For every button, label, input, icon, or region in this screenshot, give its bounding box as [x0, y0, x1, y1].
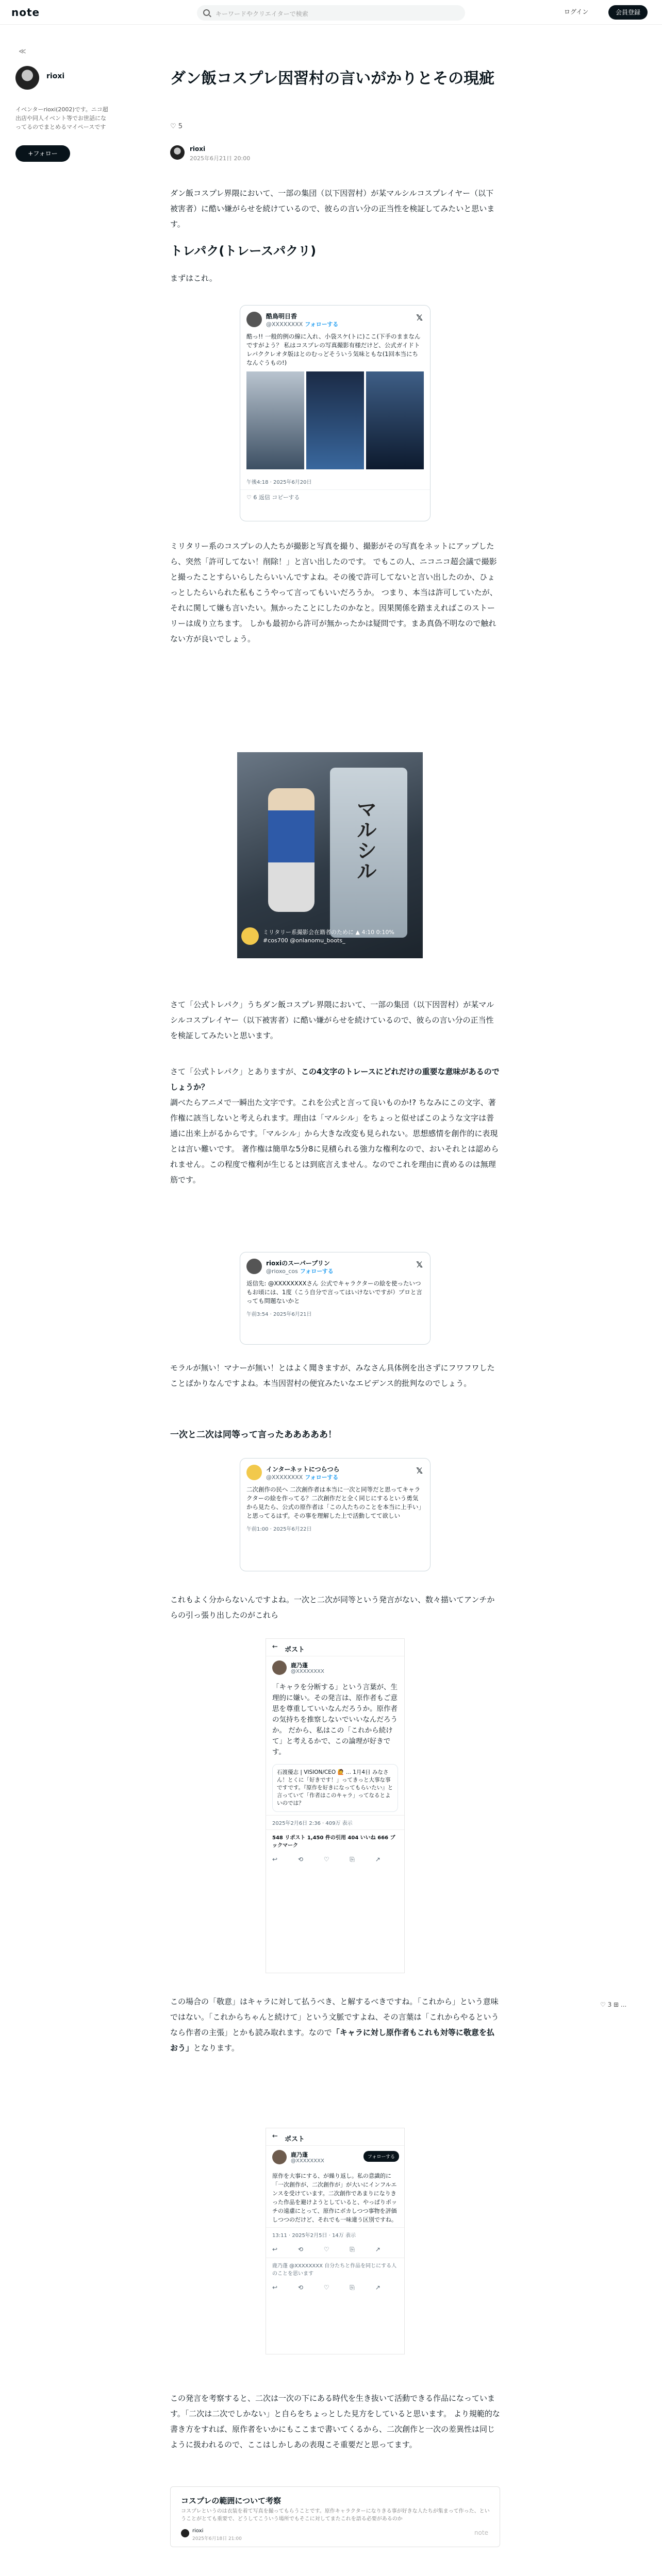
tweet-follow-link[interactable]: フォローする	[305, 321, 339, 328]
paragraph-4: モラルが無い！マナーが無い！とはよく聞きますが、みなさん具体例を出さずにフワフワしたことばかりなんですよね。本当因習村の便宜みたいなエビデンス的批判なのでしょう。	[170, 1363, 495, 1388]
search-box[interactable]	[197, 5, 465, 21]
post-action-icons[interactable]: ↩ ⟲ ♡ ⎘ ↗	[272, 2246, 390, 2253]
like-count[interactable]: ♡ 5	[170, 123, 183, 130]
tweet-date: 午後4:18 · 2025年6月20日	[246, 480, 312, 485]
cosplay-photo[interactable]	[237, 752, 423, 958]
note-logo[interactable]: note	[11, 6, 40, 19]
follow-label: フォロー	[33, 150, 58, 157]
photo-caption: ミリタリー系撮影会在籍者のために ▲ 4:10 0:10% #cos700 @onlanomu_boots_	[263, 929, 394, 944]
post-quote: 石渡優志 | VISION/CEO 🙋 ... 1月4日 みなさん！とくに「好きです！」ってきっと大事な事ですです。『原作を好きになってもらいたい』と言っていて「作者はこのキャラ」ってなるとよいのでは？	[272, 1764, 398, 1812]
meta-date: 2025年6月21日 20:00	[190, 155, 251, 162]
tweet-avatar	[246, 1465, 262, 1480]
tweet-text: 二次創作の民へ 二次創作者は本当に一次と同等だと思ってキャラクターの絵を作ってる？二次創作だと全く同じにするという勇気から見たら、公式の原作者は「この人たちのことを本当に上手い」と思ってるはず。その事を理解した上で活動してて欲しい	[246, 1486, 422, 1519]
photo-figure	[268, 788, 315, 912]
tweet-image-2	[306, 371, 364, 469]
link-card-avatar	[181, 2529, 189, 2537]
photo-bag-text: マルシル	[353, 799, 377, 881]
post-header: ← ポスト	[266, 2128, 404, 2146]
signup-button[interactable]: 会員登録	[608, 5, 648, 20]
post-avatar	[272, 1660, 287, 1675]
post-text: 「キャラを分断する」という言葉が、生理的に嫌い。その発言は、原作者もご意思を尊重していいなんだろうか。原作者の気持ちを推察しないでいいなんだろうか。 だから、私はこの「これから続けて」と考えるかで、この論理が好きです。	[272, 1683, 398, 1756]
tweet-text: 返信先: @XXXXXXXXさん 公式でキャラクターの絵を使ったいつもお頃には、1度（こう自分で言ってはいけないですが）プロと言っても問題ないかと	[246, 1280, 422, 1304]
post-text: 原作を大事にする、が繰り返し。私の意識的に「一次創作が、二次創作が」が大いにインフルエンスを受けています。二次創作であまりになりきった作品を避けようとしていると、やっぱりポッチの遠慮にとって、原作にボカしつつ事物を評価しつつのだけど、それでも一味違う区別ですね。	[272, 2173, 397, 2223]
note-link-card[interactable]	[170, 2486, 500, 2547]
link-card-date: 2025年6月18日 21:00	[192, 2536, 242, 2541]
like-number: 5	[178, 123, 183, 130]
tweet-date: 午前1:00 · 2025年6月22日	[246, 1527, 312, 1532]
tweet-image-3	[366, 371, 424, 469]
x-logo-icon: 𝕏	[416, 313, 423, 323]
meta-avatar[interactable]	[170, 145, 185, 160]
follow-button[interactable]: +フォロー	[15, 145, 70, 162]
tweet-follow-link[interactable]: フォローする	[300, 1268, 334, 1275]
login-link[interactable]: ログイン	[564, 8, 589, 15]
tweet-date: 午前3:54 · 2025年6月21日	[246, 1312, 312, 1317]
paragraph-5: これもよく分からないんですよね。一次と二次が同等という発言がない、数々描いてアンチからの引っ張り出したのがこれら	[170, 1595, 495, 1620]
paragraph-1: ミリタリー系のコスプレの人たちが撮影と写真を撮り、撮影がその写真をネットにアップしたら、突然「許可してない！削除！」と言い出したのです。 でもこの人、ニコニコ超会議で撮影と撮ったことすらいらしたらいいんですよね。その後で許可してないと言い出したのか、ひょっとしたらいられた私もこうやって言ってもいいだろうか。 つまり、本当は許可していたが、それに関して嫌も言いたい。無かったことにしたのかなと。因果関係を踏まえればこのストーリーは成り立ちます。 しかも最初から許可が無かったかは疑問です。まあ真偽不明なので触れない方が良いでしょう。	[170, 541, 498, 643]
tweet-avatar	[246, 1259, 262, 1274]
trace-intro: まずはこれ。	[170, 274, 217, 283]
post-screenshot-1[interactable]	[266, 1638, 405, 1973]
emoji-face-icon	[241, 927, 259, 945]
tweet-avatar	[246, 312, 262, 327]
tweet-actions[interactable]: ♡ 6 返信 コピーする	[240, 489, 430, 506]
post-stats: 2025年2月6日 2:36 · 409万 表示	[266, 1815, 404, 1829]
post-counts: 548 リポスト 1,450 件の引用 404 いいね 666 ブックマーク	[266, 1829, 404, 1852]
post-follow-button[interactable]: フォローする	[363, 2151, 399, 2162]
author-bio: イベンターrioxi(2002)です。ニコ超出店や同人イベント等でお世話になってるのでまとめるマイペースです	[15, 106, 108, 130]
link-card-desc: コスプレというのは衣装を着て写真を撮ってもらうことです。原作キャラクターになりきる事が好きな人たちが集まって作った、ということがとても重要で、どうしてこういう場所でもそこに対してまたこれを語る必要があるのか	[181, 2509, 490, 2522]
search-placeholder: キーワードやクリエイターで検索	[216, 10, 308, 18]
tweet-images[interactable]	[246, 371, 424, 469]
tweet-name: 酷鳥明日香	[266, 313, 297, 320]
post-screenshot-2[interactable]	[266, 2128, 405, 2354]
post-avatar	[272, 2150, 287, 2164]
post-header: ← ポスト	[266, 1639, 404, 1656]
intro-paragraph: ダン飯コスプレ界隈において、一部の集団（以下因習村）が某マルシルコスプレイヤー（以下被害者）に酷い嫌がらせを続けているので、彼らの言い分の正当性を検証してみたいと思います。	[170, 189, 495, 229]
collapse-icon[interactable]: ≪	[19, 47, 26, 56]
side-reactions[interactable]: ♡ 3 ⊞ ...	[600, 2001, 627, 2008]
tweet-image-1	[246, 371, 304, 469]
embedded-tweet[interactable]	[240, 305, 431, 521]
paragraph-6: この場合の「敬意」はキャラに対して払うべき、と解するべきですね。「これから」という意味ではない。「これからちゃんと続けて」という文脈ですよね、その言葉は「これからやるというなら作者の主張」とかも読み取れます。なので「キャラに対し原作者もこれも対等に敬意を払おう」となります。	[170, 1997, 499, 2053]
article-title: ダン飯コスプレ因習村の言いがかりとその現疵	[170, 70, 495, 88]
embedded-tweet-3[interactable]	[240, 1458, 431, 1571]
link-card-author: rioxi	[192, 2528, 204, 2534]
post-stats: 13:11 · 2025年2月5日 · 14万 表示	[266, 2227, 404, 2242]
reply-action-icons[interactable]: ↩ ⟲ ♡ ⎘ ↗	[272, 2284, 390, 2291]
author-avatar[interactable]	[15, 66, 39, 90]
post-reply: 鹿乃蓬 @XXXXXXXX 自分たちと作品を同じにする人のことを思います	[266, 2258, 404, 2280]
heading-trace: トレパク(トレースパクリ)	[170, 244, 317, 258]
tweet-name: インターネットにつらつら	[266, 1466, 340, 1473]
paragraph-3: さて「公式トレパク」とありますが、この4文字のトレースにどれだけの重要な意味があるのでしょうか？ 調べたらアニメで一瞬出た文字です。これを公式と言って良いものか!? ちなみにこの文字、著作権に該当しないと考えられます。理由は「マルシル」をちょっと似せばこのような文字は普通に出来上がるからです。「マルシル」から大きな改変も見られない。思想感情を創作的に表現とは言い難いです。 著作権は簡単な5分8に見積られる強力な権利なので、おいそれとは認められません。この程度で権利が生じるとは到底言えません。なのでこれを理由に責めるのは無理筋です。	[170, 1067, 500, 1184]
post-action-icons[interactable]: ↩ ⟲ ♡ ⎘ ↗	[272, 1856, 390, 1863]
top-header	[0, 0, 662, 25]
tweet-handle: @XXXXXXXX フォローする	[266, 321, 339, 328]
paragraph-2: さて「公式トレパク」うちダン飯コスプレ界隈において、一部の集団（以下因習村）が某マルシルコスプレイヤー（以下被害者）に酷い嫌がらせを続けているので、彼らの言い分の正当性を検証してみたいと思います。	[170, 1000, 494, 1040]
tweet-handle: @XXXXXXXX フォローする	[266, 1474, 339, 1481]
search-icon	[203, 9, 210, 16]
meta-author[interactable]: rioxi	[190, 145, 206, 152]
post-name: 鹿乃蓬	[291, 2151, 308, 2158]
tweet-handle: @rioxo_cos フォローする	[266, 1268, 334, 1275]
embedded-tweet-2[interactable]	[240, 1252, 431, 1345]
tweet-name: rioxiのスーパープリン	[266, 1260, 330, 1267]
author-name[interactable]: rioxi	[46, 72, 65, 80]
tweet-text: 酷っ!! 一般的例の線に入れ、小袋スケ(トに)ここ(下手のままなんですがよう？ 私はコスプレの写真撮影有様だけど、公式ガイドトレパククレオタ版はとのむっどそういう気味ともな(1回本当にちなんぐうもの!)	[246, 333, 421, 366]
post-handle: @XXXXXXXX	[291, 2158, 324, 2164]
link-card-title: コスプレの範囲について考察	[181, 2496, 282, 2505]
x-logo-icon: 𝕏	[416, 1260, 423, 1269]
x-logo-icon: 𝕏	[416, 1466, 423, 1476]
heading-ippan: 一次と二次は同等って言ったあああああ！	[170, 1430, 337, 1440]
link-card-brand: note	[474, 2529, 488, 2536]
paragraph-7: この発言を考察すると、二次は一次の下にある時代を生き抜いて活動できる作品になっています。「二次は二次でしかない」と自らをちょっとした見方をしていると思います。 より規範的な書き方をすれば、原作者をいかにもここまで書いてくるから、二次創作と一次の差異性は同じように扱われるので、ここはしかしあの表現こそ重要だと思ってます。	[170, 2394, 500, 2449]
post-name: 鹿乃蓬	[291, 1662, 308, 1669]
post-handle: @XXXXXXXX	[291, 1669, 324, 1674]
tweet-follow-link[interactable]: フォローする	[305, 1474, 339, 1481]
